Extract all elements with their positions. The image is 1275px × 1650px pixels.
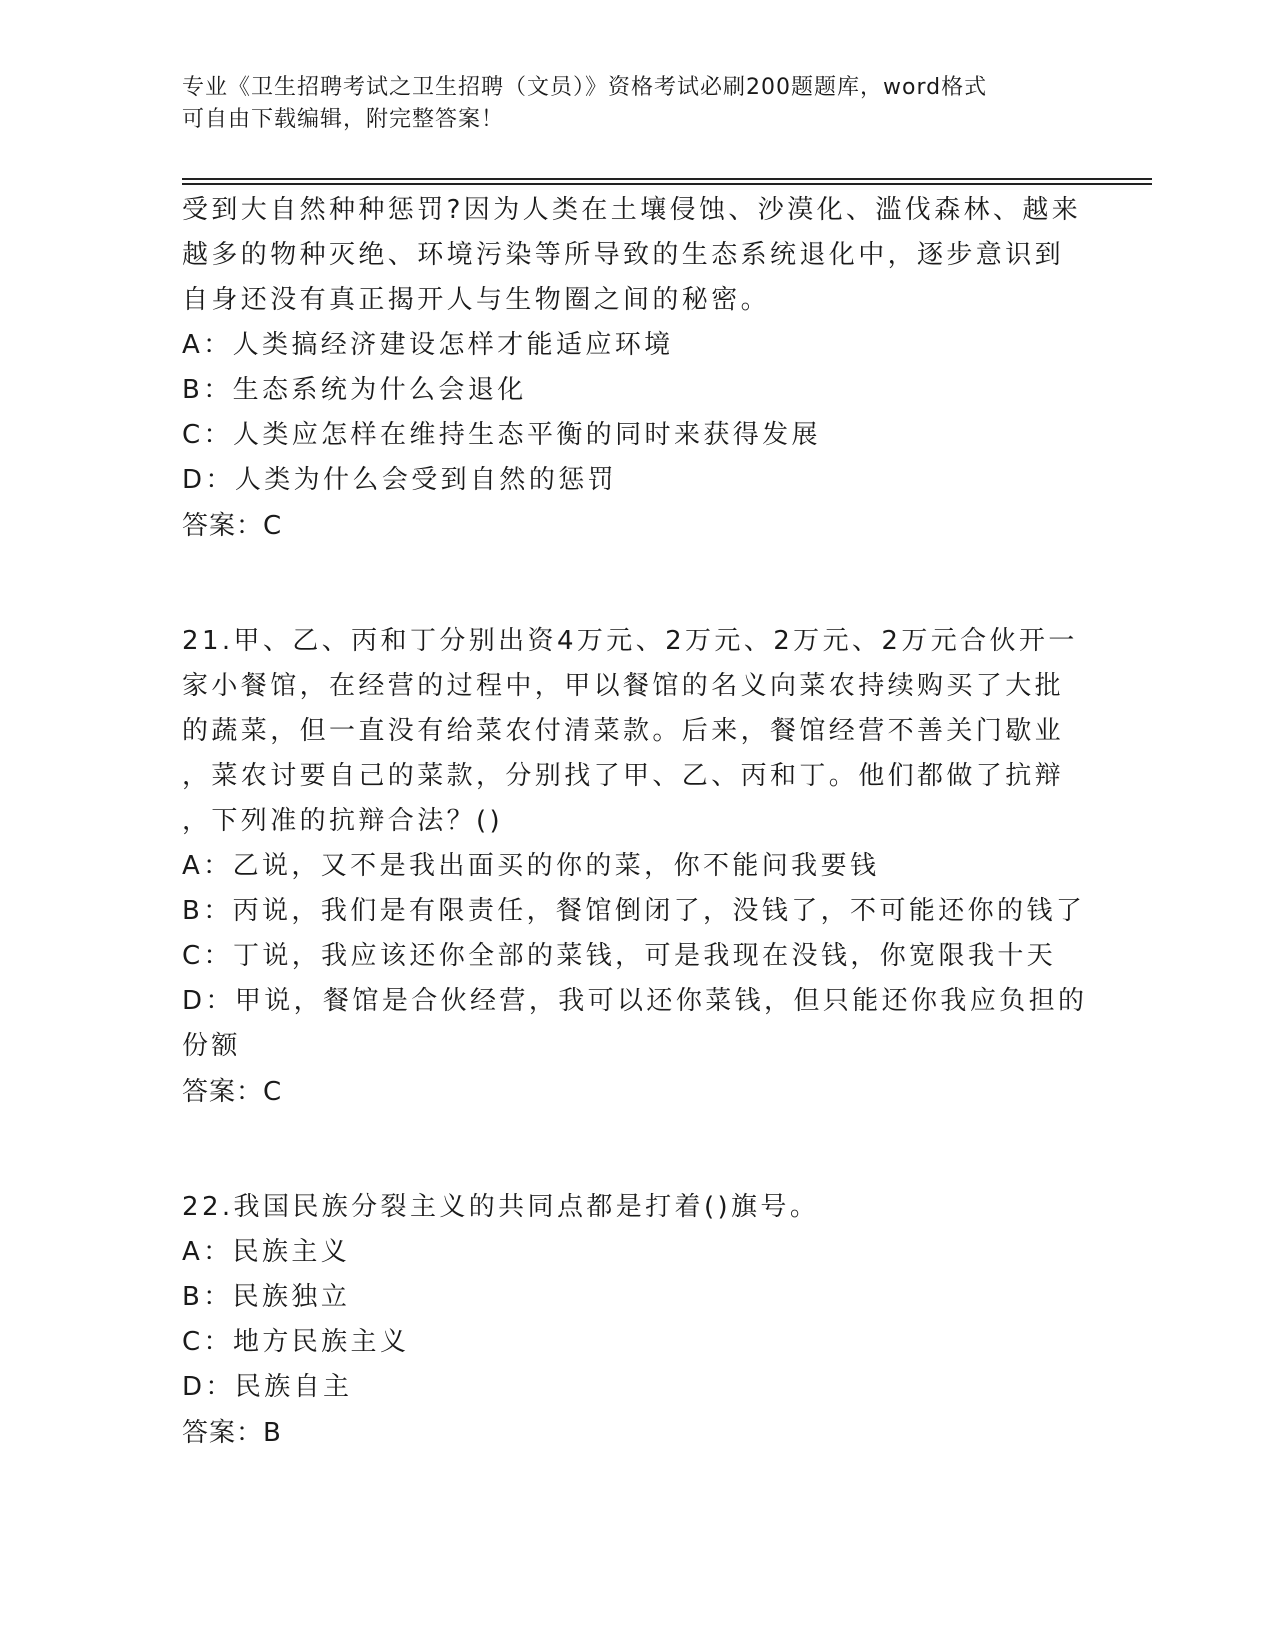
option-b: B：丙说，我们是有限责任，餐馆倒闭了，没钱了，不可能还你的钱了 — [182, 896, 1086, 926]
question-stem-line: 的蔬菜，但一直没有给菜农付清菜款。后来，餐馆经营不善关门歇业 — [182, 716, 1065, 746]
answer-label: 答案：C — [182, 511, 283, 541]
answer-label: 答案：B — [182, 1418, 282, 1448]
option-b: B：民族独立 — [182, 1282, 351, 1312]
question-stem-line: 自身还没有真正揭开人与生物圈之间的秘密。 — [182, 285, 771, 315]
option-d: D：民族自主 — [182, 1372, 353, 1402]
question-spacer — [182, 550, 1082, 619]
header-line-2: 可自由下载编辑，附完整答案！ — [182, 107, 505, 132]
option-d: D：甲说，餐馆是合伙经营，我可以还你菜钱，但只能还你我应负担的 — [182, 986, 1088, 1016]
question-stem-line: 21.甲、乙、丙和丁分别出资4万元、2万元、2万元、2万元合伙开一 — [182, 626, 1078, 656]
option-d-continued: 份额 — [182, 1031, 241, 1061]
question-stem-line: ，下列准的抗辩合法？() — [182, 806, 504, 836]
option-c: C：丁说，我应该还你全部的菜钱，可是我现在没钱，你宽限我十天 — [182, 941, 1057, 971]
question-stem-line: 家小餐馆，在经营的过程中，甲以餐馆的名义向菜农持续购买了大批 — [182, 671, 1065, 701]
option-a: A：人类搞经济建设怎样才能适应环境 — [182, 330, 674, 360]
header-divider-top — [182, 178, 1152, 180]
option-c: C：地方民族主义 — [182, 1327, 410, 1357]
question-21 — [182, 619, 1088, 1116]
question-stem-line: 越多的物种灭绝、环境污染等所导致的生态系统退化中，逐步意识到 — [182, 240, 1065, 270]
answer-label: 答案：C — [182, 1077, 283, 1107]
question-stem-line: 受到大自然种种惩罚?因为人类在土壤侵蚀、沙漠化、滥伐森林、越来 — [182, 195, 1082, 225]
header-line-1: 专业《卫生招聘考试之卫生招聘（文员）》资格考试必刷200题题库，word格式 — [182, 75, 988, 100]
question-list — [182, 188, 1088, 1457]
header-divider-bottom — [182, 183, 1152, 185]
option-c: C：人类应怎样在维持生态平衡的同时来获得发展 — [182, 420, 821, 450]
question-20 — [182, 188, 1082, 550]
question-22 — [182, 1185, 1082, 1457]
option-b: B：生态系统为什么会退化 — [182, 375, 527, 405]
document-header — [182, 72, 1062, 136]
option-a: A：民族主义 — [182, 1237, 351, 1267]
option-d: D：人类为什么会受到自然的惩罚 — [182, 465, 618, 495]
question-stem-line: 22.我国民族分裂主义的共同点都是打着()旗号。 — [182, 1192, 820, 1222]
question-spacer — [182, 1116, 1082, 1185]
option-a: A：乙说，又不是我出面买的你的菜，你不能问我要钱 — [182, 851, 880, 881]
question-stem-line: ，菜农讨要自己的菜款，分别找了甲、乙、丙和丁。他们都做了抗辩 — [182, 761, 1065, 791]
